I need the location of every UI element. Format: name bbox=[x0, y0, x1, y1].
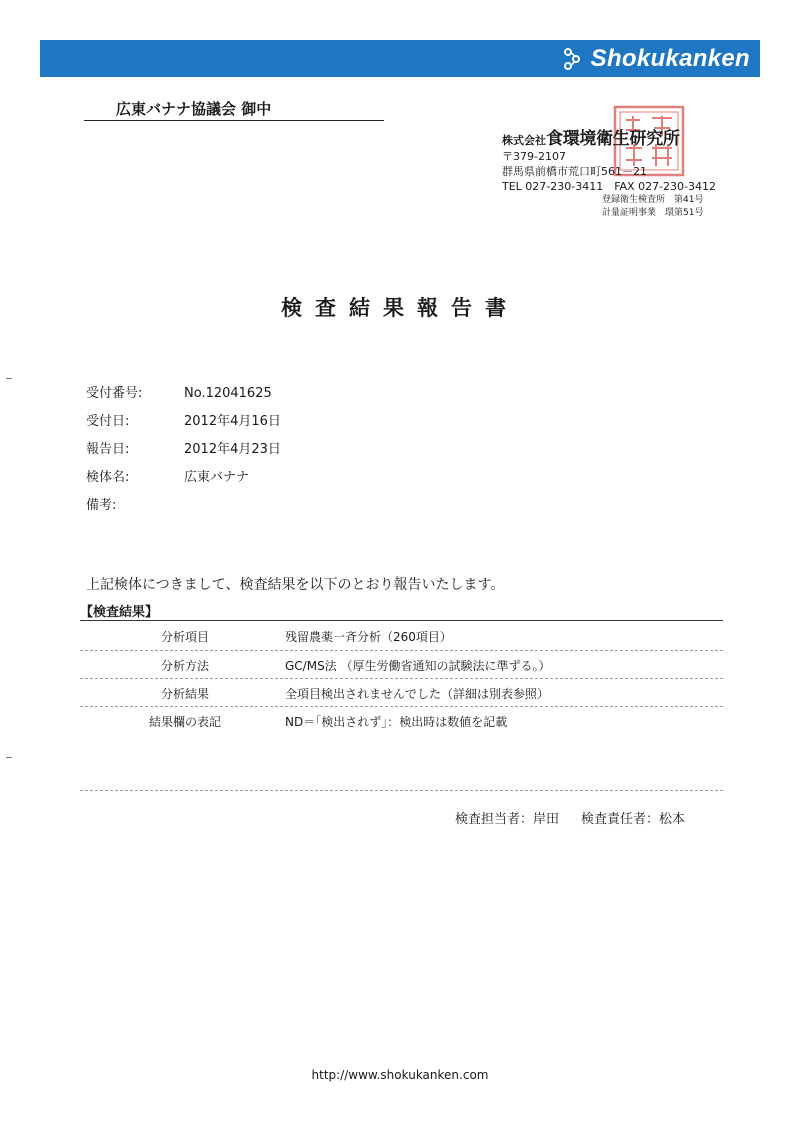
addressee-underline bbox=[84, 120, 384, 121]
company-registration-1: 登録衛生検査所 第41号 bbox=[602, 195, 704, 205]
result-value: GC/MS法 （厚生労働省通知の試験法に準ずる。） bbox=[285, 659, 551, 673]
brand-logo bbox=[561, 44, 750, 74]
info-value: 2012年4月16日 bbox=[184, 414, 281, 429]
addressee: 広東バナナ協議会 御中 bbox=[116, 100, 272, 118]
result-label: 結果欄の表記 bbox=[148, 715, 221, 729]
brand-mark-icon bbox=[561, 46, 585, 72]
info-row-remarks bbox=[86, 494, 184, 513]
report-intro: 上記検体につきまして、検査結果を以下のとおり報告いたします。 bbox=[86, 577, 505, 593]
company-postal: 〒379-2107 bbox=[502, 150, 566, 163]
scan-mark bbox=[6, 378, 12, 379]
info-label: 受付番号: bbox=[86, 386, 143, 401]
section-divider bbox=[80, 620, 723, 621]
info-label: 受付日: bbox=[86, 414, 130, 429]
result-value: ND＝｢検出されず｣：検出時は数値を記載 bbox=[285, 715, 508, 729]
scan-mark bbox=[6, 757, 12, 758]
info-row-report-date bbox=[86, 438, 281, 457]
info-label: 備考: bbox=[86, 498, 117, 513]
document-title: 検査結果報告書 bbox=[281, 296, 519, 320]
result-row-notation bbox=[80, 707, 723, 734]
info-label: 報告日: bbox=[86, 442, 130, 457]
result-value: 残留農薬一斉分析（260項目） bbox=[285, 630, 452, 644]
result-row-method bbox=[80, 651, 723, 678]
responsible-name: 検査責任者：松本 bbox=[581, 812, 686, 827]
info-value: 2012年4月23日 bbox=[184, 442, 281, 457]
section-title: 【検査結果】 bbox=[80, 605, 159, 620]
header-banner bbox=[40, 40, 760, 77]
company-registration-2: 計量証明事業 環第51号 bbox=[602, 208, 704, 218]
brand-name: Shokukanken bbox=[590, 45, 750, 72]
company-info bbox=[502, 124, 716, 220]
info-row-sample-name bbox=[86, 466, 249, 485]
results-bottom-divider bbox=[80, 790, 723, 791]
result-label: 分析項目 bbox=[160, 630, 209, 644]
info-row-receipt-date bbox=[86, 410, 281, 429]
company-contact: TEL 027-230-3411 FAX 027-230-3412 bbox=[502, 180, 717, 193]
result-label: 分析結果 bbox=[160, 687, 209, 701]
footer-url: http://www.shokukanken.com bbox=[311, 1068, 489, 1082]
result-row-result bbox=[80, 679, 723, 706]
company-address: 群馬県前橋市荒口町561－21 bbox=[502, 165, 647, 178]
info-row-receipt-number bbox=[86, 382, 272, 401]
company-name bbox=[502, 124, 716, 149]
info-value: No.12041625 bbox=[184, 386, 272, 401]
result-label: 分析方法 bbox=[160, 659, 209, 673]
company-main-name: 食環境衛生研究所 bbox=[546, 129, 680, 149]
result-value: 全項目検出されませんでした（詳細は別表参照） bbox=[285, 687, 550, 701]
inspector-name: 検査担当者：岸田 bbox=[455, 812, 560, 827]
result-row-item bbox=[80, 622, 723, 649]
info-label: 検体名: bbox=[86, 470, 130, 485]
company-prefix: 株式会社 bbox=[502, 134, 546, 147]
info-value: 広東バナナ bbox=[184, 470, 250, 485]
signers bbox=[455, 808, 707, 827]
